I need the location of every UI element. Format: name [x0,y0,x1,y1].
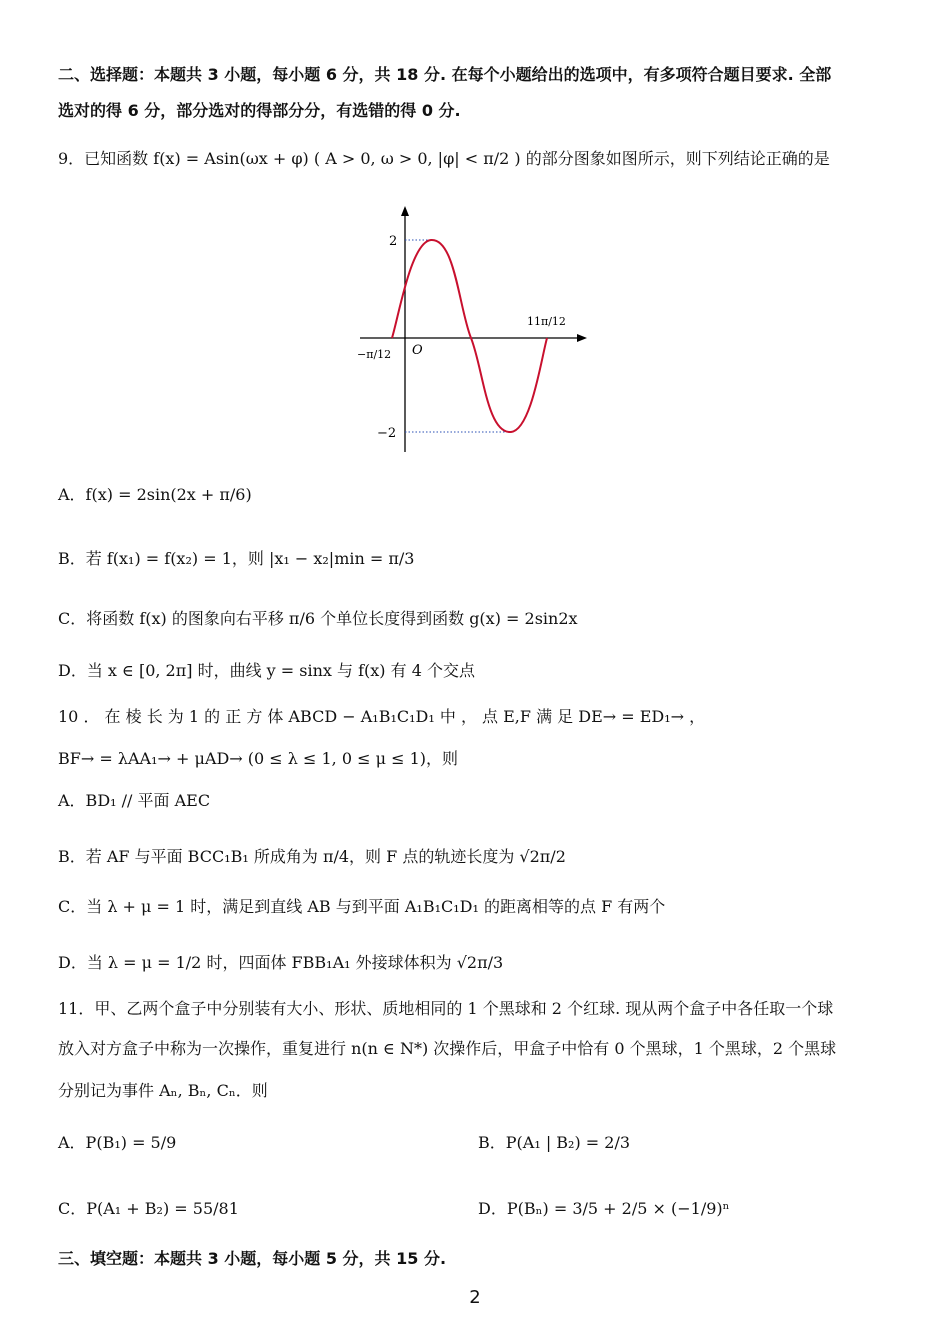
sine-curve [392,240,547,432]
q11-option-c: C．P(A₁ + B₂) = 55/81 [58,1199,239,1218]
q11-stem-line-1: 11．甲、乙两个盒子中分别装有大小、形状、质地相同的 1 个黑球和 2 个红球. 现从两个盒子中各任取一个球 [58,999,834,1018]
q11-stem-line-3: 分别记为事件 Aₙ, Bₙ, Cₙ．则 [58,1081,268,1100]
q11-option-a: A．P(B₁) = 5/9 [58,1133,177,1152]
q9-option-c: C．将函数 f(x) 的图象向右平移 π/6 个单位长度得到函数 g(x) = 2sin2x [58,609,578,628]
q10-option-c: C．当 λ + μ = 1 时，满足到直线 AB 与到平面 A₁B₁C₁D₁ 的距离相等的点 F 有两个 [58,897,666,916]
origin-label: O [412,343,423,358]
q10-option-b: B．若 AF 与平面 BCC₁B₁ 所成角为 π/4，则 F 点的轨迹长度为 √2π/2 [58,847,566,866]
x-axis-arrow-icon [577,334,587,342]
q9-option-d: D．当 x ∈ [0, 2π] 时，曲线 y = sinx 与 f(x) 有 4 个交点 [58,661,475,680]
x-left-label: −π/12 [357,348,392,361]
q9-option-b: B．若 f(x₁) = f(x₂) = 1，则 |x₁ − x₂|min = π/3 [58,549,415,568]
q10-stem-line-2: BF→ = λAA₁→ + μAD→ (0 ≤ λ ≤ 1, 0 ≤ μ ≤ 1)，则 [58,749,458,768]
section-3-heading: 三、填空题：本题共 3 小题，每小题 5 分，共 15 分. [58,1249,447,1268]
x-right-label: 11π/12 [527,315,566,328]
q9-option-a: A．f(x) = 2sin(2x + π/6) [58,485,252,504]
y-max-label: 2 [389,234,398,249]
q9-sine-graph [355,200,595,460]
q10-option-a: A．BD₁ // 平面 AEC [58,791,211,810]
q10-option-d: D．当 λ = μ = 1/2 时，四面体 FBB₁A₁ 外接球体积为 √2π/3 [58,953,504,972]
y-axis-arrow-icon [401,206,409,216]
q11-stem-line-2: 放入对方盒子中称为一次操作，重复进行 n(n ∈ N*) 次操作后，甲盒子中恰有 0 个黑球，1 个黑球，2 个黑球 [58,1039,837,1058]
q10-stem-line-1: 10 ． 在 棱 长 为 1 的 正 方 体 ABCD − A₁B₁C₁D₁ 中 ， 点 E,F 满 足 DE→ = ED₁→ ， [58,707,706,726]
page-number: 2 [469,1287,481,1308]
q9-stem: 9．已知函数 f(x) = Asin(ωx + φ) ( A > 0, ω > 0, |φ| < π/2 ) 的部分图象如图所示，则下列结论正确的是 [58,149,830,168]
section-2-heading-line-2: 选对的得 6 分，部分选对的得部分分，有选错的得 0 分. [58,101,461,120]
y-min-label: −2 [377,426,397,441]
q11-option-d: D．P(Bₙ) = 3/5 + 2/5 × (−1/9)ⁿ [478,1199,730,1218]
q11-option-b: B．P(A₁ | B₂) = 2/3 [478,1133,631,1152]
section-2-heading-line-1: 二、选择题：本题共 3 小题，每小题 6 分，共 18 分. 在每个小题给出的选项中，有多项符合题目要求. 全部 [58,65,832,84]
